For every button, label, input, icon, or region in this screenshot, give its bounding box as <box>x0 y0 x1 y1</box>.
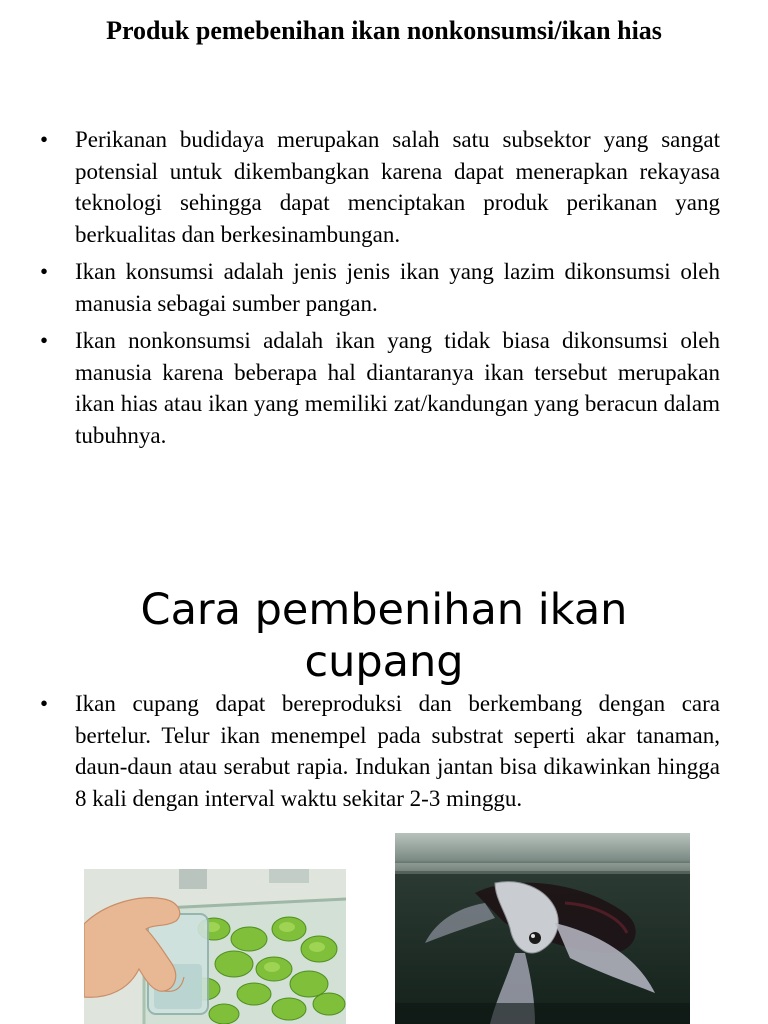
bullet-item <box>0 124 720 250</box>
slide-cara-pembenihan <box>0 520 768 1024</box>
bullet-icon: • <box>40 328 49 353</box>
bullet-icon: • <box>40 691 49 716</box>
bullet-item <box>0 325 720 451</box>
slide-title: Cara pembenihan ikan cupang <box>140 585 628 687</box>
slide-title: Produk pemebenihan ikan nonkonsumsi/ikan hias <box>106 16 662 45</box>
bullet-item <box>0 688 720 814</box>
bullet-text: Perikanan budidaya merupakan salah satu subsektor yang sangat potensial untuk dikembangkan karena dapat menerapkan rekayasa teknologi sehingga dapat menciptakan produk perikanan yang berkualitas dan berkesinambungan. <box>75 127 720 247</box>
bullet-icon: • <box>40 259 49 284</box>
bullet-list <box>0 688 720 820</box>
bullet-item <box>0 256 720 319</box>
bullet-icon: • <box>40 127 49 152</box>
bullet-text: Ikan cupang dapat bereproduksi dan berkembang dengan cara bertelur. Telur ikan menempel pada substrat seperti akar tanaman, daun-daun atau serabut rapia. Indukan jantan bisa dikawinkan hingga 8 kali dengan interval waktu sekitar 2-3 minggu. <box>75 691 720 811</box>
betta-fish-photo <box>395 833 690 1024</box>
bullet-list <box>0 124 720 457</box>
bullet-text: Ikan konsumsi adalah jenis jenis ikan yang lazim dikonsumsi oleh manusia sebagai sumber pangan. <box>75 259 720 316</box>
bullet-text: Ikan nonkonsumsi adalah ikan yang tidak biasa dikonsumsi oleh manusia karena beberapa hal diantaranya ikan tersebut merupakan ikan hias atau ikan yang memiliki zat/kandungan yang beracun dalam tubuhnya. <box>75 328 720 448</box>
aquarium-hand-photo <box>84 869 346 1024</box>
